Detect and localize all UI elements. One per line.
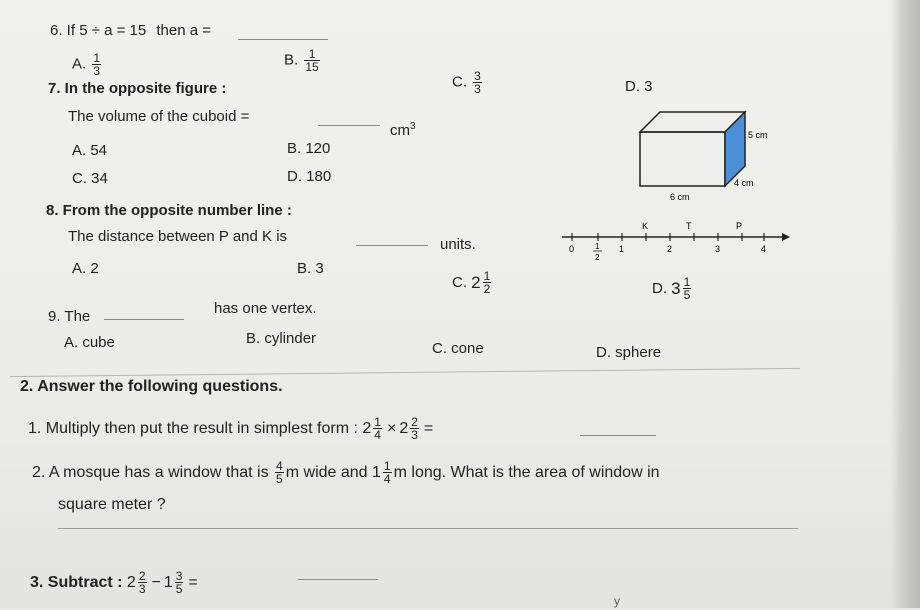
q8-stem: The distance between P and K is [68,228,288,245]
number-line-figure [560,218,790,266]
q8-option-a[interactable]: A. 2 [72,260,99,277]
q9-option-c[interactable]: C. cone [432,340,484,357]
tick-3-label: 3 [715,244,721,254]
tick-2-label: 2 [667,244,673,254]
q6-option-a-fraction: $\frac{1}{3}$ [93,51,101,78]
q6-number: 6. If [50,22,76,39]
q6-answer-blank[interactable] [238,38,328,40]
q7-option-d[interactable]: D. 180 [287,168,332,185]
q7-unit: $cm^3$ [390,121,416,139]
q6-option-c[interactable] [452,70,484,95]
cuboid-width-label: 6 cm [670,192,690,202]
q9-answer-blank[interactable] [104,318,184,320]
q6-option-b-label: B. [284,51,299,69]
q7-stem: The volume of the cuboid = [68,108,250,125]
point-k-label: K [642,221,649,231]
q6-option-a-label: A. [72,55,87,73]
q9-option-a[interactable]: A. cube [64,334,115,351]
s2-q2-line1: 2. A mosque has a window that is $\frac{4}{5}$ m wide and 1 $\frac{1}{4}$ m long. What is the area of window in [32,459,660,486]
q6-option-c-label: C. [452,73,467,91]
number-line-arrow [782,233,790,241]
cuboid-figure [630,104,780,204]
s2-q2-line2: square meter ? [58,496,166,513]
tick-4-label: 4 [761,244,767,254]
point-p-label: P [736,221,743,231]
tick-half-num: 1 [595,242,600,251]
cuboid-height-label: 5 cm [748,130,768,140]
q8-option-b[interactable]: B. 3 [297,260,324,277]
q7-option-c[interactable]: C. 34 [72,170,108,187]
cuboid-front-face [640,132,725,186]
q6-line [50,22,211,40]
tick-half-den: 2 [595,253,600,262]
s2-q3: 3. Subtract : 2 $\frac{2}{3}$ − 1 $\frac{3}{5}$ = [30,569,198,596]
q6-option-a[interactable] [72,52,103,77]
q6-equation: 5 ÷ a = 15 [79,22,147,39]
cuboid-depth-label: 4 cm [734,178,754,188]
q7-title: 7. In the opposite figure : [48,80,227,97]
q8-option-c[interactable]: C. 2 $\frac{1}{2}$ [452,269,491,296]
section2-heading: 2. Answer the following questions. [20,378,283,395]
s2-q1: 1. Multiply then put the result in simplest form : 2 $\frac{1}{4}$ × 2 $\frac{2}{3}$ = [28,415,434,442]
q6-option-c-fraction: $\frac{3}{3}$ [474,69,481,96]
tick-1-label: 1 [619,244,625,254]
q8-option-c-label: C. [452,273,467,291]
q9-option-b[interactable]: B. cylinder [246,330,317,347]
s2-q3-answer-blank[interactable] [298,578,378,580]
q6-option-b-fraction: $\frac{1}{15}$ [305,47,319,74]
tick-0-label: 0 [569,244,575,254]
q8-option-d[interactable]: D. 3 $\frac{1}{5}$ [652,275,691,302]
q8-title: 8. From the opposite number line : [46,202,292,219]
s2-q1-answer-blank[interactable] [580,434,656,436]
q9-option-d[interactable]: D. sphere [596,344,662,361]
q6-option-b[interactable] [284,48,322,73]
q9-prefix: 9. The [48,308,91,325]
q8-units: units. [440,236,476,253]
q8-answer-blank[interactable] [356,244,428,246]
s2-q1-text: 1. Multiply then put the result in simplest form : [28,419,358,437]
q7-option-b[interactable]: B. 120 [287,140,331,157]
s2-q2-answer-line[interactable] [58,528,798,529]
q8-option-d-label: D. [652,279,667,297]
q6-then: then a = [156,22,212,39]
page-edge-shadow [890,0,920,608]
cuboid-side-face [725,112,745,186]
point-t-label: T [686,221,692,231]
q9-suffix: has one vertex. [214,300,317,317]
q7-answer-blank[interactable] [318,124,380,126]
q7-option-a[interactable]: A. 54 [72,142,108,159]
q6-option-d[interactable]: D. 3 [625,78,653,95]
bottom-mark: y [614,594,620,608]
